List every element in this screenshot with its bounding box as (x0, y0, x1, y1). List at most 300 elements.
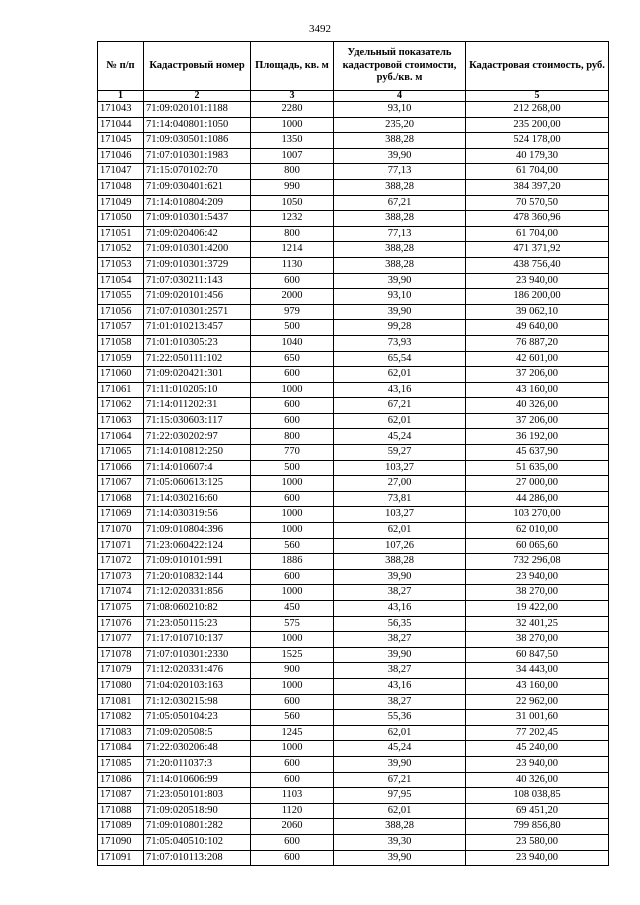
header-cadastral-cost: Кадастровая стоимость, руб. (466, 42, 609, 91)
table-row (98, 398, 609, 414)
specific-rate-value: 62,01 (334, 367, 466, 383)
area-value: 1007 (251, 148, 334, 164)
area-value: 1120 (251, 803, 334, 819)
header-num: № п/п (98, 42, 144, 91)
area-value: 1000 (251, 741, 334, 757)
table-body (98, 102, 609, 866)
cadastral-number: 71:09:010301:3729 (144, 257, 251, 273)
cadastral-number: 71:09:020518:90 (144, 803, 251, 819)
cadastral-cost-value: 471 371,92 (466, 242, 609, 258)
table-row (98, 601, 609, 617)
cadastral-cost-value: 438 756,40 (466, 257, 609, 273)
row-number: 171048 (98, 179, 144, 195)
cadastral-cost-value: 51 635,00 (466, 460, 609, 476)
row-number: 171044 (98, 117, 144, 133)
cadastral-number: 71:09:020101:456 (144, 289, 251, 305)
cadastral-cost-value: 19 422,00 (466, 601, 609, 617)
area-value: 2060 (251, 819, 334, 835)
table-row (98, 273, 609, 289)
cadastral-cost-value: 384 397,20 (466, 179, 609, 195)
area-value: 770 (251, 445, 334, 461)
cadastral-number: 71:14:011202:31 (144, 398, 251, 414)
specific-rate-value: 388,28 (334, 133, 466, 149)
cadastral-number: 71:12:020331:476 (144, 663, 251, 679)
cadastral-number: 71:07:010113:208 (144, 850, 251, 866)
cadastral-cost-value: 23 940,00 (466, 273, 609, 289)
cadastral-number: 71:14:030319:56 (144, 507, 251, 523)
specific-rate-value: 43,16 (334, 678, 466, 694)
specific-rate-value: 38,27 (334, 694, 466, 710)
table-row (98, 616, 609, 632)
column-number: 4 (334, 91, 466, 102)
row-number: 171046 (98, 148, 144, 164)
table-row (98, 850, 609, 866)
table-row (98, 117, 609, 133)
area-value: 1000 (251, 507, 334, 523)
cadastral-number: 71:09:010804:396 (144, 523, 251, 539)
cadastral-number: 71:15:030603:117 (144, 413, 251, 429)
cadastral-cost-value: 23 940,00 (466, 850, 609, 866)
row-number: 171068 (98, 491, 144, 507)
cadastral-number: 71:05:050104:23 (144, 710, 251, 726)
cadastral-number: 71:14:010812:250 (144, 445, 251, 461)
cadastral-number: 71:23:050101:803 (144, 788, 251, 804)
page-number: 3492 (309, 23, 331, 35)
row-number: 171083 (98, 725, 144, 741)
cadastral-cost-value: 524 178,00 (466, 133, 609, 149)
cadastral-number: 71:04:020103:163 (144, 678, 251, 694)
area-value: 1000 (251, 382, 334, 398)
specific-rate-value: 73,93 (334, 335, 466, 351)
specific-rate-value: 93,10 (334, 102, 466, 118)
specific-rate-value: 38,27 (334, 585, 466, 601)
table-row (98, 710, 609, 726)
specific-rate-value: 103,27 (334, 460, 466, 476)
row-number: 171087 (98, 788, 144, 804)
cadastral-number: 71:17:010710:137 (144, 632, 251, 648)
row-number: 171080 (98, 678, 144, 694)
row-number: 171069 (98, 507, 144, 523)
row-number: 171043 (98, 102, 144, 118)
cadastral-cost-value: 23 940,00 (466, 569, 609, 585)
area-value: 600 (251, 694, 334, 710)
specific-rate-value: 235,20 (334, 117, 466, 133)
area-value: 600 (251, 850, 334, 866)
row-number: 171075 (98, 601, 144, 617)
cadastral-cost-value: 108 038,85 (466, 788, 609, 804)
specific-rate-value: 388,28 (334, 211, 466, 227)
table-row (98, 772, 609, 788)
specific-rate-value: 39,90 (334, 569, 466, 585)
area-value: 1525 (251, 647, 334, 663)
cadastral-cost-value: 45 240,00 (466, 741, 609, 757)
cadastral-cost-value: 42 601,00 (466, 351, 609, 367)
row-number: 171061 (98, 382, 144, 398)
cadastral-number: 71:09:020406:42 (144, 226, 251, 242)
cadastral-cost-value: 36 192,00 (466, 429, 609, 445)
specific-rate-value: 45,24 (334, 741, 466, 757)
cadastral-number: 71:07:010301:1983 (144, 148, 251, 164)
row-number: 171077 (98, 632, 144, 648)
cadastral-number: 71:12:030215:98 (144, 694, 251, 710)
row-number: 171082 (98, 710, 144, 726)
area-value: 600 (251, 772, 334, 788)
table-row (98, 741, 609, 757)
row-number: 171049 (98, 195, 144, 211)
area-value: 800 (251, 164, 334, 180)
table-row (98, 320, 609, 336)
table-row (98, 725, 609, 741)
row-number: 171071 (98, 538, 144, 554)
area-value: 800 (251, 226, 334, 242)
area-value: 600 (251, 491, 334, 507)
cadastral-number: 71:09:030501:1086 (144, 133, 251, 149)
area-value: 1050 (251, 195, 334, 211)
specific-rate-value: 73,81 (334, 491, 466, 507)
specific-rate-value: 99,28 (334, 320, 466, 336)
table-row (98, 179, 609, 195)
area-value: 560 (251, 710, 334, 726)
cadastral-number: 71:14:010607:4 (144, 460, 251, 476)
table-row (98, 102, 609, 118)
table-row (98, 289, 609, 305)
area-value: 1886 (251, 554, 334, 570)
area-value: 600 (251, 834, 334, 850)
area-value: 575 (251, 616, 334, 632)
row-number: 171086 (98, 772, 144, 788)
area-value: 800 (251, 429, 334, 445)
cadastral-cost-value: 45 637,90 (466, 445, 609, 461)
cadastral-cost-value: 478 360,96 (466, 211, 609, 227)
specific-rate-value: 43,16 (334, 601, 466, 617)
cadastral-number: 71:07:010301:2330 (144, 647, 251, 663)
area-value: 1000 (251, 632, 334, 648)
cadastral-number: 71:09:020508:5 (144, 725, 251, 741)
table-row (98, 834, 609, 850)
specific-rate-value: 388,28 (334, 554, 466, 570)
specific-rate-value: 388,28 (334, 257, 466, 273)
specific-rate-value: 388,28 (334, 179, 466, 195)
row-number: 171081 (98, 694, 144, 710)
row-number: 171058 (98, 335, 144, 351)
table-row (98, 538, 609, 554)
row-number: 171060 (98, 367, 144, 383)
cadastral-number: 71:09:010801:282 (144, 819, 251, 835)
table-row (98, 788, 609, 804)
specific-rate-value: 103,27 (334, 507, 466, 523)
cadastral-number: 71:05:060613:125 (144, 476, 251, 492)
row-number: 171064 (98, 429, 144, 445)
cadastral-cost-value: 22 962,00 (466, 694, 609, 710)
specific-rate-value: 388,28 (334, 819, 466, 835)
row-number: 171085 (98, 756, 144, 772)
area-value: 560 (251, 538, 334, 554)
area-value: 600 (251, 756, 334, 772)
row-number: 171063 (98, 413, 144, 429)
cadastral-number: 71:09:030401:621 (144, 179, 251, 195)
row-number: 171074 (98, 585, 144, 601)
table-row (98, 429, 609, 445)
row-number: 171052 (98, 242, 144, 258)
area-value: 1350 (251, 133, 334, 149)
cadastral-number: 71:15:070102:70 (144, 164, 251, 180)
cadastral-cost-value: 37 206,00 (466, 413, 609, 429)
cadastral-cost-value: 31 001,60 (466, 710, 609, 726)
row-number: 171072 (98, 554, 144, 570)
table-row (98, 195, 609, 211)
specific-rate-value: 27,00 (334, 476, 466, 492)
row-number: 171078 (98, 647, 144, 663)
cadastral-cost-value: 77 202,45 (466, 725, 609, 741)
row-number: 171051 (98, 226, 144, 242)
cadastral-cost-value: 212 268,00 (466, 102, 609, 118)
table-row (98, 133, 609, 149)
cadastral-number: 71:09:010301:5437 (144, 211, 251, 227)
cadastral-number: 71:23:060422:124 (144, 538, 251, 554)
area-value: 600 (251, 398, 334, 414)
cadastral-cost-value: 62 010,00 (466, 523, 609, 539)
column-number: 3 (251, 91, 334, 102)
area-value: 1103 (251, 788, 334, 804)
row-number: 171067 (98, 476, 144, 492)
area-value: 1000 (251, 585, 334, 601)
cadastral-number: 71:22:050111:102 (144, 351, 251, 367)
cadastral-number: 71:22:030206:48 (144, 741, 251, 757)
area-value: 1000 (251, 476, 334, 492)
header-specific-rate: Удельный показатель кадастровой стоимости, руб./кв. м (334, 42, 466, 91)
cadastral-cost-value: 40 326,00 (466, 398, 609, 414)
cadastral-cost-value: 235 200,00 (466, 117, 609, 133)
area-value: 900 (251, 663, 334, 679)
area-value: 600 (251, 413, 334, 429)
table-row (98, 694, 609, 710)
specific-rate-value: 62,01 (334, 413, 466, 429)
table-row (98, 413, 609, 429)
cadastral-number: 71:01:010213:457 (144, 320, 251, 336)
row-number: 171090 (98, 834, 144, 850)
cadastral-cost-value: 60 847,50 (466, 647, 609, 663)
row-number: 171073 (98, 569, 144, 585)
cadastral-number: 71:14:010804:209 (144, 195, 251, 211)
cadastral-cost-value: 186 200,00 (466, 289, 609, 305)
table-row (98, 756, 609, 772)
table-row (98, 226, 609, 242)
area-value: 600 (251, 273, 334, 289)
row-number: 171084 (98, 741, 144, 757)
specific-rate-value: 43,16 (334, 382, 466, 398)
row-number: 171076 (98, 616, 144, 632)
area-value: 1000 (251, 117, 334, 133)
row-number: 171065 (98, 445, 144, 461)
area-value: 1000 (251, 678, 334, 694)
specific-rate-value: 67,21 (334, 772, 466, 788)
area-value: 500 (251, 320, 334, 336)
header-area: Площадь, кв. м (251, 42, 334, 91)
row-number: 171057 (98, 320, 144, 336)
area-value: 450 (251, 601, 334, 617)
column-number: 1 (98, 91, 144, 102)
table-row (98, 491, 609, 507)
table-row (98, 507, 609, 523)
row-number: 171045 (98, 133, 144, 149)
table-row (98, 335, 609, 351)
table-row (98, 523, 609, 539)
row-number: 171091 (98, 850, 144, 866)
cadastral-cost-value: 39 062,10 (466, 304, 609, 320)
table-row (98, 585, 609, 601)
row-number: 171053 (98, 257, 144, 273)
cadastral-value-table (97, 41, 609, 866)
specific-rate-value: 39,90 (334, 850, 466, 866)
cadastral-cost-value: 76 887,20 (466, 335, 609, 351)
cadastral-cost-value: 32 401,25 (466, 616, 609, 632)
area-value: 1214 (251, 242, 334, 258)
area-value: 1000 (251, 523, 334, 539)
cadastral-number: 71:09:010101:991 (144, 554, 251, 570)
row-number: 171055 (98, 289, 144, 305)
specific-rate-value: 45,24 (334, 429, 466, 445)
specific-rate-value: 39,90 (334, 273, 466, 289)
table-header-row (98, 42, 609, 91)
row-number: 171079 (98, 663, 144, 679)
column-number: 2 (144, 91, 251, 102)
cadastral-cost-value: 38 270,00 (466, 585, 609, 601)
cadastral-cost-value: 60 065,60 (466, 538, 609, 554)
cadastral-cost-value: 34 443,00 (466, 663, 609, 679)
area-value: 1130 (251, 257, 334, 273)
cadastral-number: 71:09:020101:1188 (144, 102, 251, 118)
table-row (98, 382, 609, 398)
cadastral-number: 71:23:050115:23 (144, 616, 251, 632)
table-row (98, 460, 609, 476)
column-number-row (98, 91, 609, 102)
cadastral-cost-value: 103 270,00 (466, 507, 609, 523)
row-number: 171056 (98, 304, 144, 320)
cadastral-number: 71:14:010606:99 (144, 772, 251, 788)
area-value: 1040 (251, 335, 334, 351)
specific-rate-value: 39,30 (334, 834, 466, 850)
specific-rate-value: 39,90 (334, 756, 466, 772)
table-row (98, 148, 609, 164)
cadastral-cost-value: 40 326,00 (466, 772, 609, 788)
cadastral-cost-value: 23 940,00 (466, 756, 609, 772)
specific-rate-value: 59,27 (334, 445, 466, 461)
area-value: 979 (251, 304, 334, 320)
cadastral-number: 71:20:010832:144 (144, 569, 251, 585)
area-value: 2280 (251, 102, 334, 118)
specific-rate-value: 56,35 (334, 616, 466, 632)
table-row (98, 304, 609, 320)
cadastral-cost-value: 43 160,00 (466, 382, 609, 398)
cadastral-cost-value: 43 160,00 (466, 678, 609, 694)
area-value: 2000 (251, 289, 334, 305)
row-number: 171089 (98, 819, 144, 835)
specific-rate-value: 388,28 (334, 242, 466, 258)
row-number: 171070 (98, 523, 144, 539)
specific-rate-value: 38,27 (334, 632, 466, 648)
table-row (98, 367, 609, 383)
area-value: 600 (251, 569, 334, 585)
cadastral-cost-value: 732 296,08 (466, 554, 609, 570)
row-number: 171054 (98, 273, 144, 289)
row-number: 171059 (98, 351, 144, 367)
cadastral-number: 71:09:020421:301 (144, 367, 251, 383)
column-number: 5 (466, 91, 609, 102)
specific-rate-value: 97,95 (334, 788, 466, 804)
cadastral-number: 71:07:030211:143 (144, 273, 251, 289)
table-row (98, 164, 609, 180)
specific-rate-value: 62,01 (334, 803, 466, 819)
table-row (98, 211, 609, 227)
cadastral-number: 71:14:040801:1050 (144, 117, 251, 133)
specific-rate-value: 62,01 (334, 725, 466, 741)
area-value: 1232 (251, 211, 334, 227)
area-value: 650 (251, 351, 334, 367)
cadastral-number: 71:01:010305:23 (144, 335, 251, 351)
cadastral-number: 71:05:040510:102 (144, 834, 251, 850)
specific-rate-value: 55,36 (334, 710, 466, 726)
cadastral-cost-value: 23 580,00 (466, 834, 609, 850)
cadastral-cost-value: 70 570,50 (466, 195, 609, 211)
specific-rate-value: 77,13 (334, 226, 466, 242)
cadastral-number: 71:09:010301:4200 (144, 242, 251, 258)
table-row (98, 647, 609, 663)
header-cadastral-number: Кадастровый номер (144, 42, 251, 91)
cadastral-cost-value: 49 640,00 (466, 320, 609, 336)
cadastral-cost-value: 40 179,30 (466, 148, 609, 164)
cadastral-number: 71:07:010301:2571 (144, 304, 251, 320)
cadastral-number: 71:12:020331:856 (144, 585, 251, 601)
cadastral-cost-value: 38 270,00 (466, 632, 609, 648)
cadastral-cost-value: 37 206,00 (466, 367, 609, 383)
cadastral-number: 71:20:011037:3 (144, 756, 251, 772)
cadastral-cost-value: 27 000,00 (466, 476, 609, 492)
cadastral-number: 71:11:010205:10 (144, 382, 251, 398)
cadastral-cost-value: 44 286,00 (466, 491, 609, 507)
table-row (98, 554, 609, 570)
specific-rate-value: 39,90 (334, 647, 466, 663)
cadastral-cost-value: 61 704,00 (466, 226, 609, 242)
table-row (98, 569, 609, 585)
cadastral-cost-value: 69 451,20 (466, 803, 609, 819)
specific-rate-value: 93,10 (334, 289, 466, 305)
cadastral-cost-value: 799 856,80 (466, 819, 609, 835)
row-number: 171062 (98, 398, 144, 414)
specific-rate-value: 62,01 (334, 523, 466, 539)
table-row (98, 632, 609, 648)
specific-rate-value: 77,13 (334, 164, 466, 180)
table-row (98, 445, 609, 461)
cadastral-cost-value: 61 704,00 (466, 164, 609, 180)
specific-rate-value: 39,90 (334, 304, 466, 320)
row-number: 171047 (98, 164, 144, 180)
row-number: 171088 (98, 803, 144, 819)
specific-rate-value: 67,21 (334, 398, 466, 414)
table-row (98, 476, 609, 492)
specific-rate-value: 67,21 (334, 195, 466, 211)
specific-rate-value: 65,54 (334, 351, 466, 367)
specific-rate-value: 107,26 (334, 538, 466, 554)
table-row (98, 351, 609, 367)
cadastral-number: 71:14:030216:60 (144, 491, 251, 507)
table-row (98, 678, 609, 694)
table-row (98, 803, 609, 819)
area-value: 1245 (251, 725, 334, 741)
specific-rate-value: 39,90 (334, 148, 466, 164)
table-row (98, 819, 609, 835)
cadastral-number: 71:22:030202:97 (144, 429, 251, 445)
specific-rate-value: 38,27 (334, 663, 466, 679)
